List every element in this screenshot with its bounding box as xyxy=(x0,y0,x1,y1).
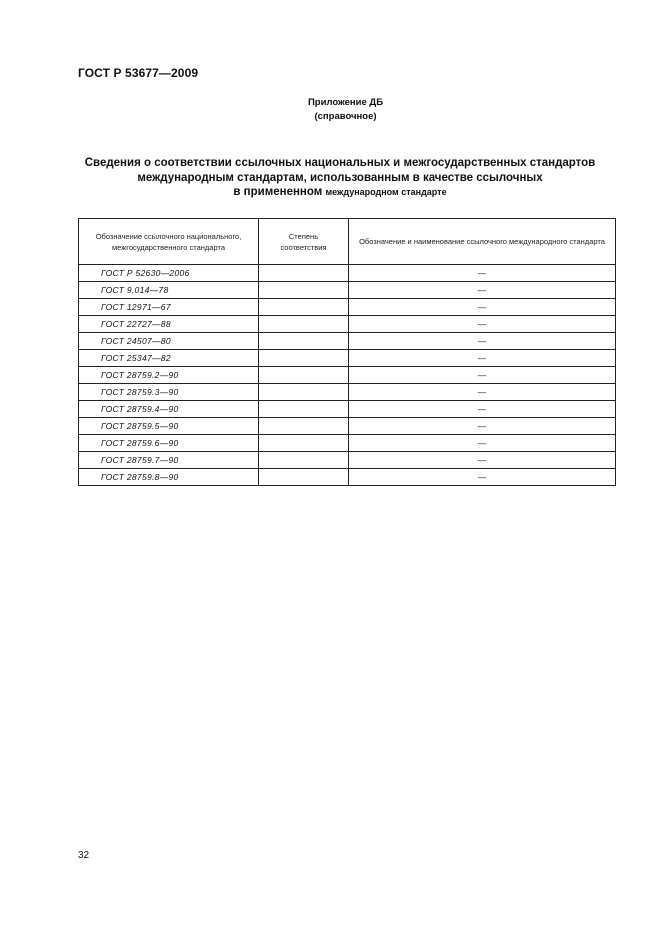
table-row xyxy=(79,367,616,384)
table-row xyxy=(79,316,616,333)
cell-intl: — xyxy=(349,265,616,282)
cell-designation: ГОСТ 24507—80 xyxy=(79,333,259,350)
cell-match xyxy=(259,435,349,452)
section-title-line-2: международным стандартам, использованным в качестве ссылочных xyxy=(137,171,543,184)
cell-intl: — xyxy=(349,299,616,316)
section-title-line-3-small: международном стандарте xyxy=(325,187,447,197)
table-header-row xyxy=(79,219,616,265)
cell-designation: ГОСТ 28759.3—90 xyxy=(79,384,259,401)
cell-intl: — xyxy=(349,333,616,350)
table-row xyxy=(79,435,616,452)
header-intl: Обозначение и наименование ссылочного международного стандарта xyxy=(349,219,616,265)
cell-intl: — xyxy=(349,282,616,299)
appendix-title: Приложение ДБ xyxy=(307,97,384,108)
cell-match xyxy=(259,265,349,282)
cell-match xyxy=(259,299,349,316)
appendix-subtitle: (справочное) xyxy=(314,111,377,122)
cell-match xyxy=(259,350,349,367)
cell-designation: ГОСТ 28759.2—90 xyxy=(79,367,259,384)
header-match: Степень соответствия xyxy=(259,219,349,265)
table-row xyxy=(79,401,616,418)
cell-intl: — xyxy=(349,418,616,435)
standards-table xyxy=(78,218,616,486)
cell-intl: — xyxy=(349,350,616,367)
cell-match xyxy=(259,316,349,333)
cell-match xyxy=(259,452,349,469)
cell-match xyxy=(259,282,349,299)
cell-match xyxy=(259,418,349,435)
table-row xyxy=(79,469,616,486)
cell-designation: ГОСТ 28759.4—90 xyxy=(79,401,259,418)
table-row xyxy=(79,452,616,469)
cell-match xyxy=(259,367,349,384)
table-row xyxy=(79,418,616,435)
section-title-line-1: Сведения о соответствии ссылочных национальных и межгосударственных стандартов xyxy=(84,157,596,169)
table-row xyxy=(79,384,616,401)
cell-designation: ГОСТ 25347—82 xyxy=(79,350,259,367)
section-title xyxy=(60,156,620,200)
section-title-line-3-bold: в примененном xyxy=(233,186,323,198)
cell-intl: — xyxy=(349,367,616,384)
table-row xyxy=(79,265,616,282)
appendix-heading xyxy=(0,96,661,124)
cell-designation: ГОСТ 9.014—78 xyxy=(79,282,259,299)
document-code: ГОСТ Р 53677—2009 xyxy=(78,66,199,80)
section-title-line-3 xyxy=(60,185,620,200)
table-row xyxy=(79,299,616,316)
header-designation: Обозначение ссылочного национального, межгосударственного стандарта xyxy=(79,219,259,265)
cell-intl: — xyxy=(349,469,616,486)
cell-designation: ГОСТ 28759.8—90 xyxy=(79,469,259,486)
cell-designation: ГОСТ 28759.5—90 xyxy=(79,418,259,435)
cell-designation: ГОСТ 28759.6—90 xyxy=(79,435,259,452)
cell-intl: — xyxy=(349,435,616,452)
cell-match xyxy=(259,401,349,418)
cell-intl: — xyxy=(349,452,616,469)
cell-designation: ГОСТ 28759.7—90 xyxy=(79,452,259,469)
table-row xyxy=(79,282,616,299)
cell-designation: ГОСТ 12971—67 xyxy=(79,299,259,316)
cell-intl: — xyxy=(349,316,616,333)
cell-match xyxy=(259,469,349,486)
cell-match xyxy=(259,333,349,350)
table-row xyxy=(79,333,616,350)
cell-designation: ГОСТ 22727—88 xyxy=(79,316,259,333)
page-number: 32 xyxy=(78,850,90,861)
cell-intl: — xyxy=(349,384,616,401)
table-row xyxy=(79,350,616,367)
cell-match xyxy=(259,384,349,401)
cell-designation: ГОСТ Р 52630—2006 xyxy=(79,265,259,282)
cell-intl: — xyxy=(349,401,616,418)
